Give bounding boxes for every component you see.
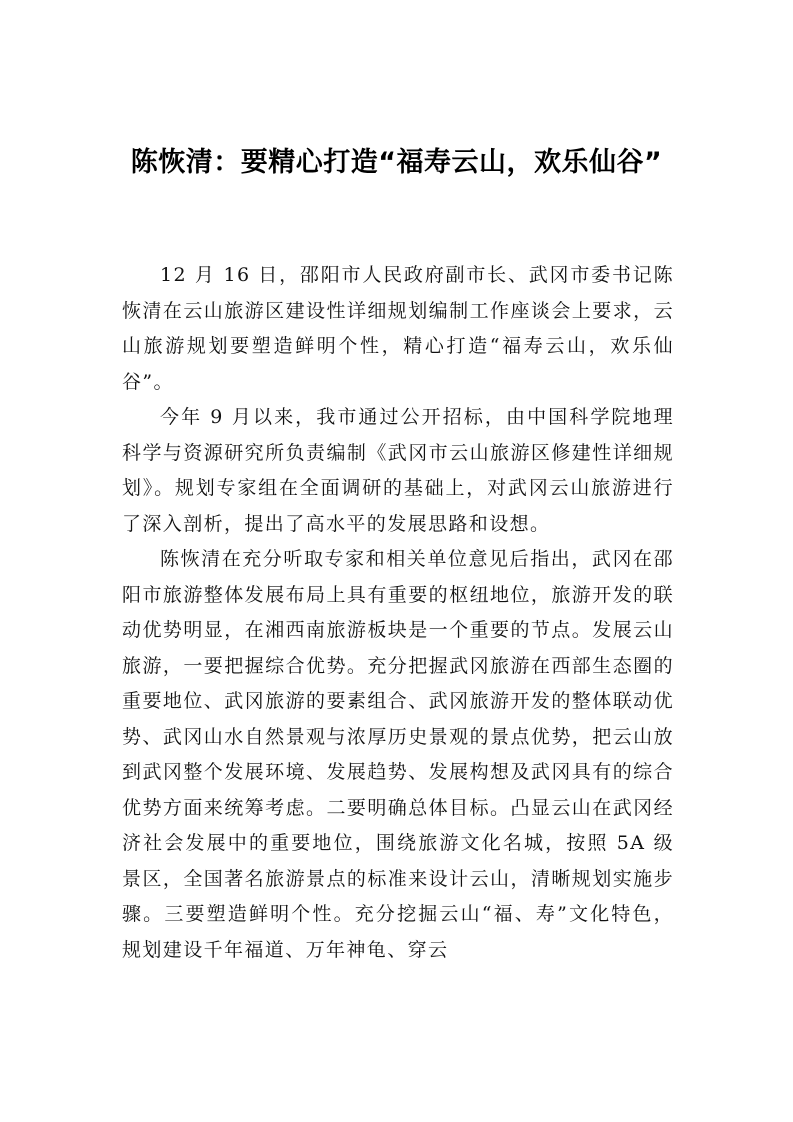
paragraph-1: 12 月 16 日，邵阳市人民政府副市长、武冈市委书记陈恢清在云山旅游区建设性详细规划编制工作座谈会上要求，云山旅游规划要塑造鲜明个性，精心打造“福寿云山，欢乐仙谷”。 bbox=[122, 264, 674, 393]
paragraph-3: 陈恢清在充分听取专家和相关单位意见后指出，武冈在邵阳市旅游整体发展布局上具有重要的枢纽地位，旅游开发的联动优势明显，在湘西南旅游板块是一个重要的节点。发展云山旅游，一要把握综合优势。充分把握武冈旅游在西部生态圈的重要地位、武冈旅游的要素组合、武冈旅游开发的整体联动优势、武冈山水自然景观与浓厚历史景观的景点优势，把云山放到武冈整个发展环境、发展趋势、发展构想及武冈具有的综合优势方面来统筹考虑。二要明确总体目标。凸显云山在武冈经济社会发展中的重要地位，围绕旅游文化名城，按照 5A 级景区，全国著名旅游景点的标准来设计云山，清晰规划实施步骤。三要塑造鲜明个性。充分挖掘云山“福、寿”文化特色，规划建设千年福道、万年神龟、穿云 bbox=[122, 548, 674, 961]
document-title: 陈恢清：要精心打造“福寿云山，欢乐仙谷” bbox=[130, 147, 663, 178]
document-body bbox=[122, 258, 674, 968]
paragraph-2: 今年 9 月以来，我市通过公开招标，由中国科学院地理科学与资源研究所负责编制《武冈市云山旅游区修建性详细规划》。规划专家组在全面调研的基础上，对武冈云山旅游进行了深入剖析，提出了高水平的发展思路和设想。 bbox=[122, 406, 674, 535]
